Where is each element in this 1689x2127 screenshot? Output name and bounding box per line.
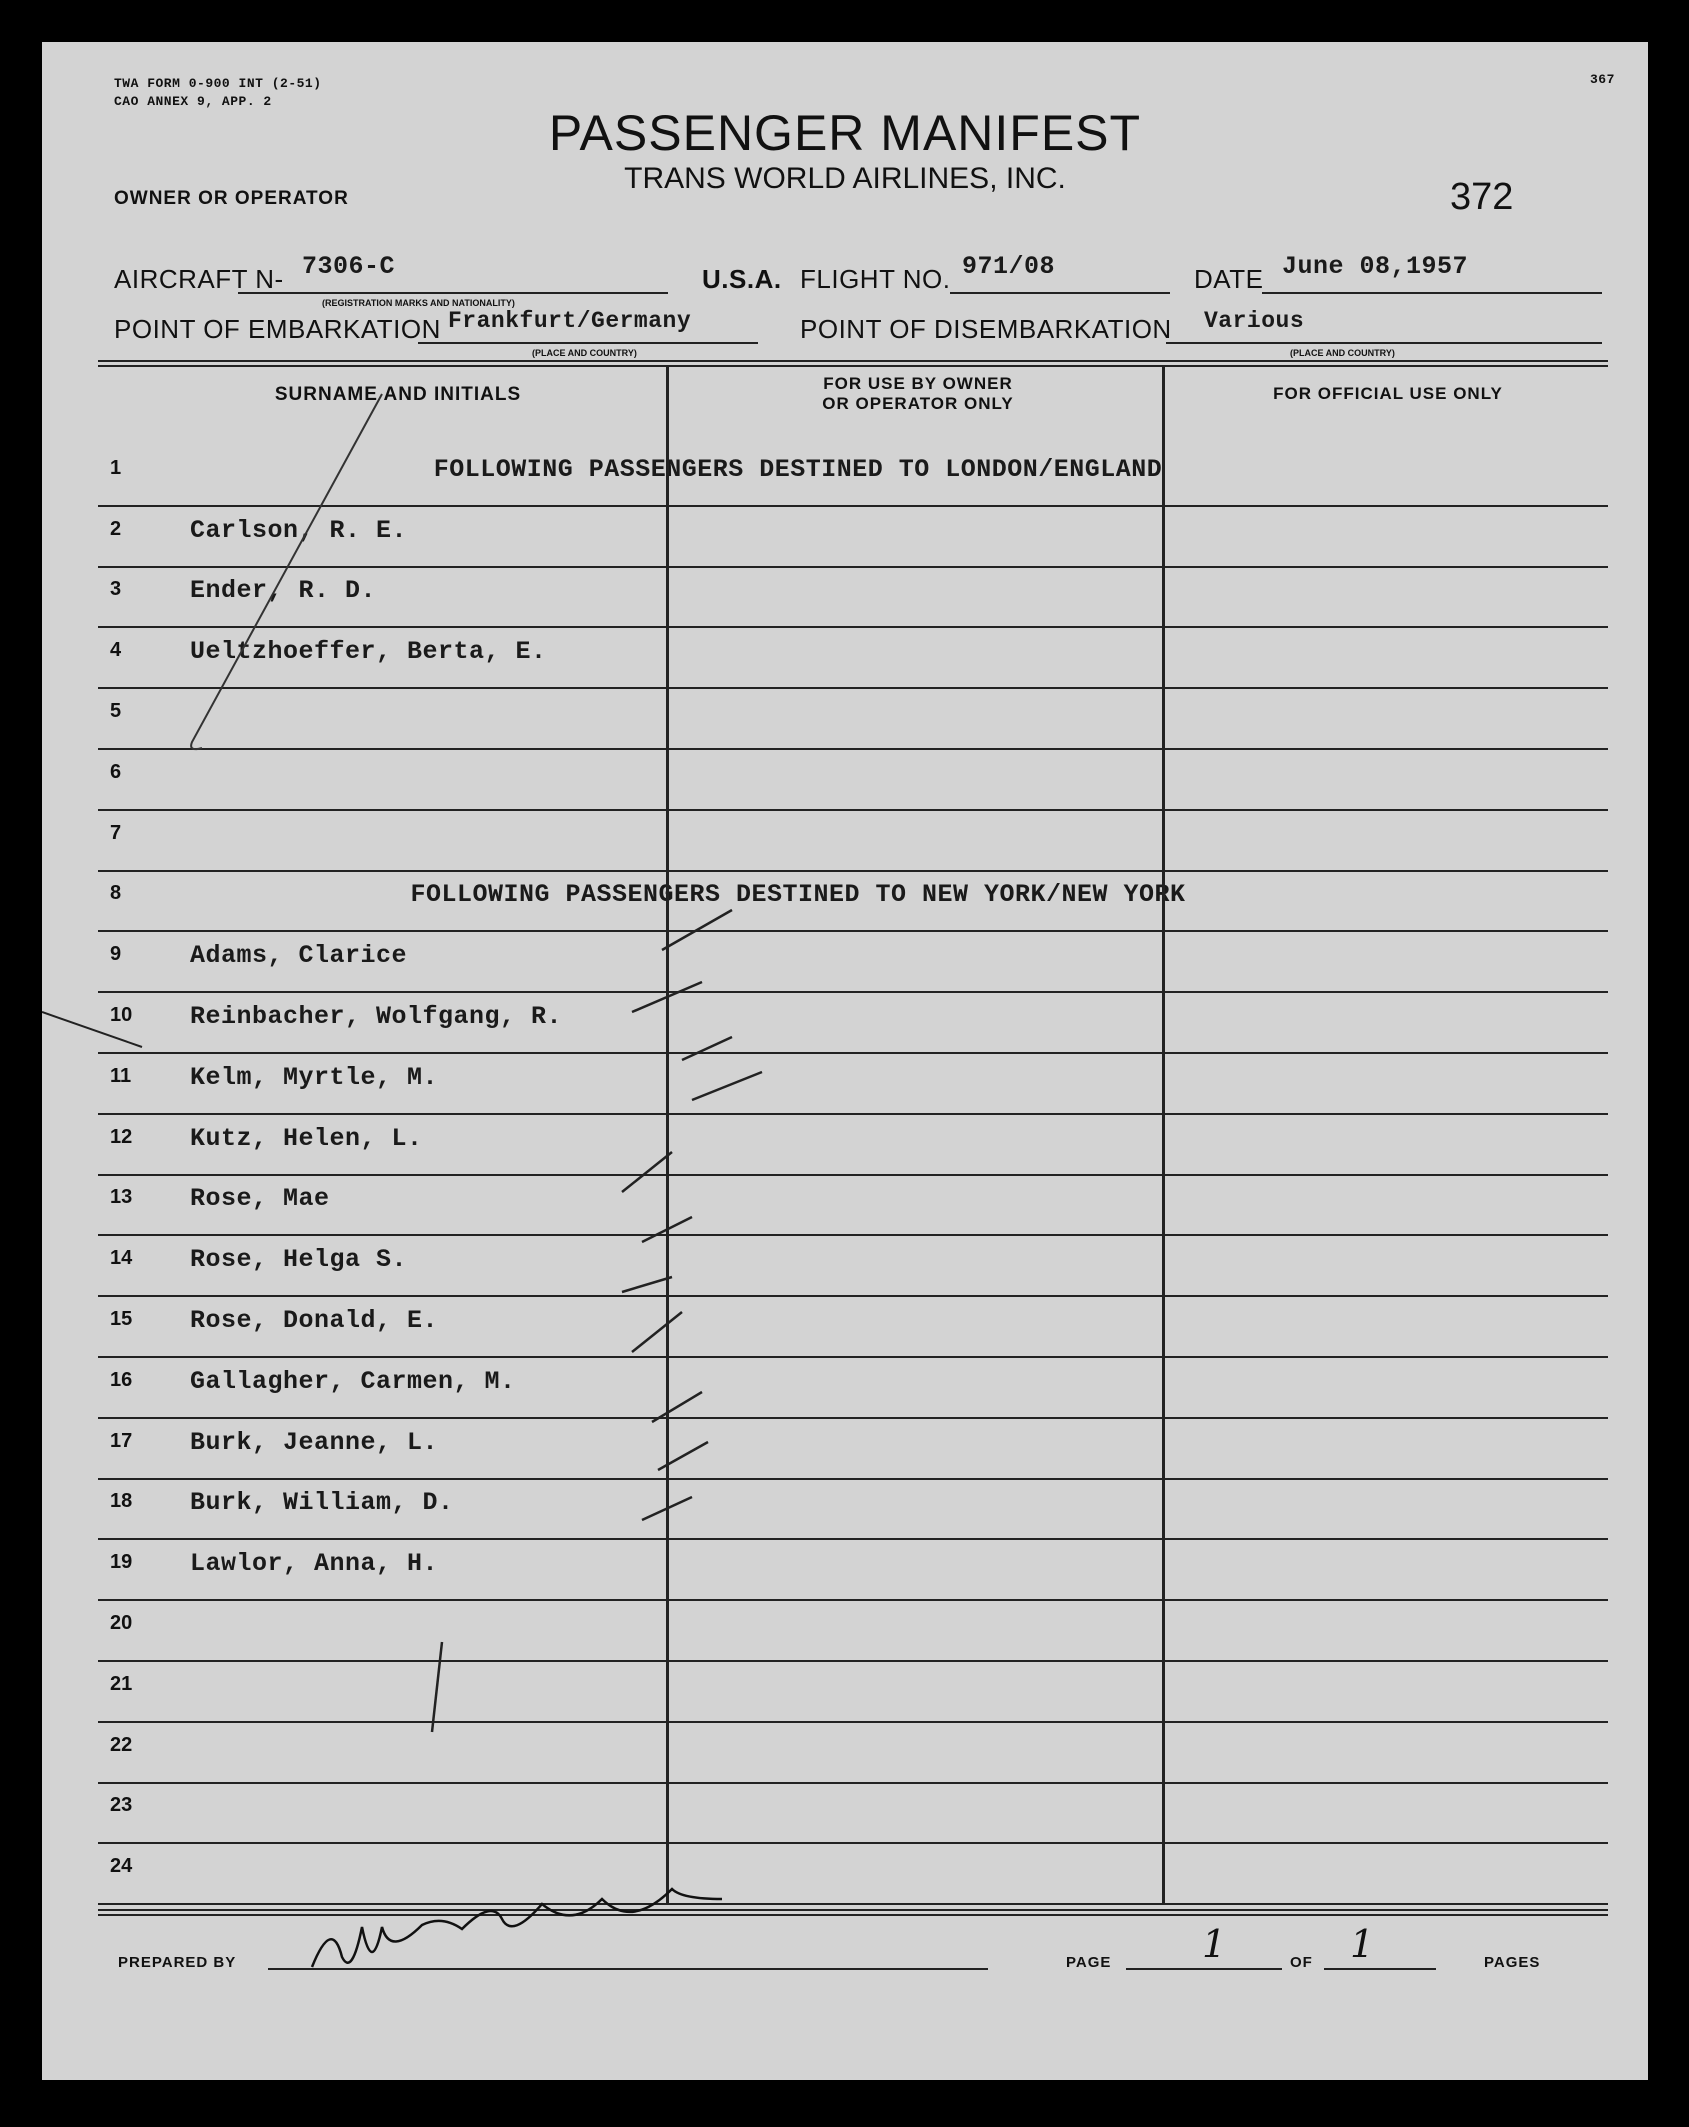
page-label: PAGE <box>1066 1954 1112 1971</box>
of-value: 1 <box>1350 1922 1375 1966</box>
row-number: 14 <box>110 1247 133 1270</box>
col-header-official: FOR OFFICIAL USE ONLY <box>1273 384 1503 403</box>
passenger-name: Carlson, R. E. <box>190 515 408 545</box>
passenger-name: Rose, Donald, E. <box>190 1305 439 1335</box>
aircraft-value: 7306-C <box>302 252 396 281</box>
col-header-owner-1: FOR USE BY OWNER <box>823 374 1013 393</box>
passenger-name: Burk, William, D. <box>190 1488 454 1518</box>
of-label: OF <box>1290 1954 1313 1971</box>
prepared-by-label: PREPARED BY <box>118 1954 237 1971</box>
manifest-sheet <box>42 42 1648 2080</box>
destination-heading: FOLLOWING PASSENGERS DESTINED TO NEW YORK/NEW YORK <box>410 880 1186 910</box>
margin-mark <box>42 1012 142 1047</box>
col-header-owner-2: OR OPERATOR ONLY <box>822 394 1014 413</box>
row-number: 3 <box>110 578 122 601</box>
embark-label: POINT OF EMBARKATION <box>114 314 441 344</box>
passenger-name: Gallagher, Carmen, M. <box>190 1366 516 1396</box>
cab-approval: CAO ANNEX 9, APP. 2 <box>114 94 272 109</box>
row-number: 24 <box>110 1855 133 1878</box>
page-title: PASSENGER MANIFEST <box>548 105 1142 161</box>
disembark-note: (PLACE AND COUNTRY) <box>1290 348 1395 358</box>
page-value: 1 <box>1202 1922 1227 1966</box>
row-number: 7 <box>110 821 122 844</box>
strike-line <box>191 394 382 749</box>
row-number: 6 <box>110 760 122 783</box>
embark-value: Frankfurt/Germany <box>448 308 692 334</box>
row-number: 13 <box>110 1186 133 1209</box>
pages-label: PAGES <box>1484 1954 1541 1971</box>
registration-note: (REGISTRATION MARKS AND NATIONALITY) <box>322 298 515 308</box>
row-number: 10 <box>110 1003 133 1026</box>
row-number: 4 <box>110 639 122 662</box>
disembark-label: POINT OF DISEMBARKATION <box>800 314 1172 344</box>
row-number: 1 <box>110 456 122 479</box>
page-stamp: 367 <box>1590 72 1615 87</box>
passenger-name: Burk, Jeanne, L. <box>190 1427 439 1457</box>
passenger-name: Reinbacher, Wolfgang, R. <box>190 1001 563 1031</box>
row-number: 5 <box>110 699 122 722</box>
form-code: TWA FORM 0-900 INT (2-51) <box>114 76 322 91</box>
flight-label: FLIGHT NO. <box>800 264 951 294</box>
row-number: 22 <box>110 1733 133 1756</box>
passenger-name: Rose, Mae <box>190 1184 330 1214</box>
row-number: 2 <box>110 517 122 540</box>
date-label: DATE <box>1194 264 1264 294</box>
row-number: 8 <box>110 882 122 905</box>
row-number: 11 <box>110 1064 132 1087</box>
passenger-name: Ueltzhoeffer, Berta, E. <box>190 637 547 667</box>
date-value: June 08,1957 <box>1282 252 1469 281</box>
row-number: 17 <box>110 1429 133 1452</box>
row-number: 16 <box>110 1368 133 1391</box>
flight-value: 971/08 <box>962 252 1056 281</box>
flight-prefix: U.S.A. <box>702 264 782 294</box>
passenger-name: Ender, R. D. <box>190 576 377 606</box>
row-number: 9 <box>110 943 122 966</box>
handwriting-overlay <box>42 42 1648 2080</box>
disembark-value: Various <box>1204 308 1305 334</box>
embark-note: (PLACE AND COUNTRY) <box>532 348 637 358</box>
row-number: 12 <box>110 1125 133 1148</box>
row-number: 21 <box>110 1672 133 1695</box>
row-number: 18 <box>110 1490 133 1513</box>
row-number: 20 <box>110 1611 133 1634</box>
destination-heading: FOLLOWING PASSENGERS DESTINED TO LONDON/ENGLAND <box>433 454 1163 484</box>
passenger-name: Lawlor, Anna, H. <box>190 1549 439 1579</box>
airline-name: TRANS WORLD AIRLINES, INC. <box>624 162 1066 195</box>
row-number: 19 <box>110 1551 133 1574</box>
row-number: 23 <box>110 1794 133 1817</box>
signature <box>312 1889 722 1967</box>
col-header-surname: SURNAME AND INITIALS <box>274 384 522 405</box>
passenger-name: Kelm, Myrtle, M. <box>190 1062 439 1092</box>
manifest-number: 372 <box>1450 176 1514 218</box>
passenger-name: Rose, Helga S. <box>190 1245 408 1275</box>
check-marks <box>432 910 762 1732</box>
owner-label: OWNER OR OPERATOR <box>114 188 349 209</box>
row-number: 15 <box>110 1307 133 1330</box>
passenger-name: Adams, Clarice <box>190 941 408 971</box>
aircraft-label: AIRCRAFT N- <box>114 264 284 294</box>
passenger-name: Kutz, Helen, L. <box>190 1123 423 1153</box>
